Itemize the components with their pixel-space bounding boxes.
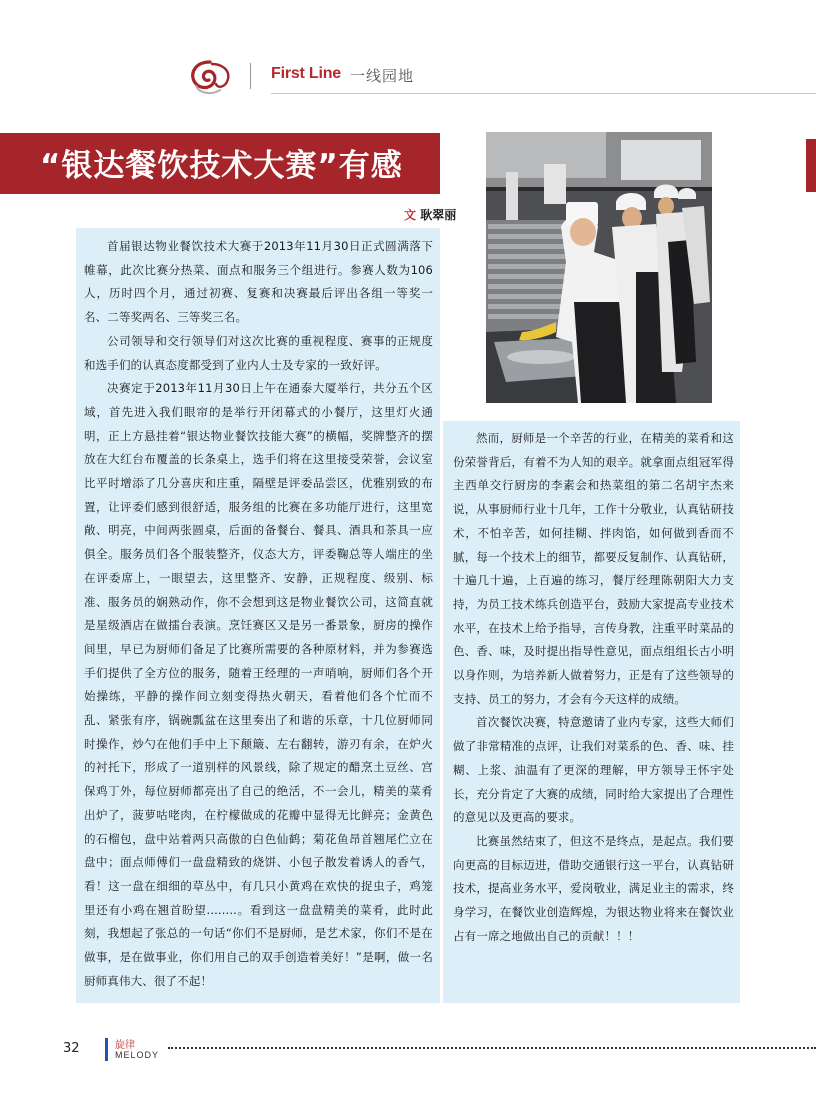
author-name: 耿翠丽 <box>420 208 457 222</box>
body-paragraph: 比赛虽然结束了，但这不是终点，是起点。我们要向更高的目标迈进，借助交通银行这一平台，认真钻研技术，提高业务水平，爱岗敬业，满足业主的需求，终身学习，在餐饮业创造辉煌，为银达物业将来在餐饮业占有一席之地做出自己的贡献！！！ <box>453 833 734 943</box>
magazine-name-en: MELODY <box>115 1050 160 1060</box>
header-rule <box>271 93 816 94</box>
author-line <box>404 206 456 223</box>
magazine-name-cn: 旋律 <box>115 1040 135 1051</box>
article-body-right <box>443 421 740 1003</box>
article-title: “银达餐饮技术大赛”有感 <box>40 148 403 184</box>
body-paragraph: 公司领导和交行领导们对这次比赛的重视程度、赛事的正规度和选手们的认真态度都受到了业内人士及专家的一致好评。 <box>84 333 433 372</box>
article-photo-chefs <box>486 132 712 403</box>
page-number: 32 <box>63 1041 80 1056</box>
footer-dotted-rule <box>168 1047 816 1049</box>
body-paragraph: 决赛定于2013年11月30日上午在通泰大厦举行，共分五个区域，首先进入我们眼帘的是举行开闭幕式的小餐厅，这里灯火通明，正上方悬挂着“银达物业餐饮技能大赛”的横幅，奖牌整齐的摆放在大红台布覆盖的长条桌上，选手们将在这里接受荣誉，会议室比平时增添了几分喜庆和庄重，隔壁是评委品尝区，优雅别致的布置，让评委们感到很舒适，服务组的比赛在多功能厅进行，这里宽敞、明亮，中间两张圆桌，后面的备餐台、餐具、酒具和茶具一应俱全。服务员们各个服装整齐，仪态大方，评委鞠总等人端庄的坐在评委席上，一眼望去，这里整齐、安静，正规程度、级别、标准、服务员的娴熟动作，你不会想到这是物业餐饮公司，这简直就是星级酒店在做擂台表演。烹饪赛区又是另一番景象，厨房的操作间里，早已为厨师们备足了比赛所需要的各种原材料，并为参赛选手们提供了全方位的服务，随着王经理的一声哨响，厨师们各个开始操练，平静的操作间立刻变得热火朝天，看着他们各个忙而不乱、紧张有序，锅碗瓢盆在这里奏出了和谐的乐章，十几位厨师同时操作，炒勺在他们手中上下颠簸、左右翻转，游刃有余，在炉火的衬托下，形成了一道别样的风景线，除了规定的醋烹土豆丝、宫保鸡丁外，每位厨师都亮出了自己的绝活，不一会儿，精美的菜肴出炉了，菠萝咕咾肉，在柠檬做成的花瓣中显得无比鲜亮；金黄色的石榴包，盘中站着两只高傲的白色仙鹤；菊花鱼昂首翘尾伫立在盘中；面点师傅们一盘盘精致的烧饼、小包子散发着诱人的香气，看！这一盘在细细的草丛中，有几只小黄鸡在欢快的捉虫子，鸡笼里还有小鸡在翘首盼望........。看到这一盘盘精美的菜肴，此时此刻，我想起了张总的一句话“你们不是厨师，是艺术家，你们不是在做事，是在做事业，你们用自己的双手创造着美好！”是啊，做一名厨师真伟大、很了不起！ <box>84 381 433 988</box>
header-divider <box>250 63 251 89</box>
body-paragraph: 首次餐饮决赛，特意邀请了业内专家，这些大师们做了非常精准的点评，让我们对菜系的色、香、味、挂糊、上浆、油温有了更深的理解，甲方领导王怀宇处长，充分肯定了大赛的成绩，同时给大家提出了合理性的意见以及更高的要求。 <box>453 715 734 825</box>
magazine-logo-icon <box>186 56 234 96</box>
article-body-left <box>76 228 440 1003</box>
author-prefix: 文 <box>404 208 417 222</box>
body-paragraph: 首届银达物业餐饮技术大赛于2013年11月30日正式圆满落下帷幕，此次比赛分热菜、面点和服务三个组进行。参赛人数为106人，历时四个月，通过初赛、复赛和决赛最后评出各组一等奖一名、二等奖两名、三等奖三名。 <box>84 239 433 325</box>
body-paragraph: 然而，厨师是一个辛苦的行业，在精美的菜肴和这份荣誉背后，有着不为人知的艰辛。就拿面点组冠军得主西单交行厨房的李素会和热菜组的第二名胡宇杰来说，从事厨师行业十几年，工作十分敬业，认真钻研技术，不怕辛苦，如何挂糊、拌肉馅，如何做到香而不腻，每一个技术上的细节，都要反复制作、认真钻研，十遍几十遍，上百遍的练习，餐厅经理陈朝阳大力支持，为员工技术练兵创造平台，鼓励大家提高专业技术水平，在技术上给予指导，言传身教，注重平时菜品的色、香、味，及时提出指导性意见，面点组组长古小明以身作则，为培养新人做着努力，正是有了这些领导的支持、员工的努力，才会有今天这样的成绩。 <box>453 431 734 706</box>
footer-bar <box>105 1038 108 1061</box>
section-title-cn: 一线园地 <box>350 67 415 85</box>
section-title-en: First Line <box>271 65 342 82</box>
right-edge-tab <box>806 139 816 192</box>
